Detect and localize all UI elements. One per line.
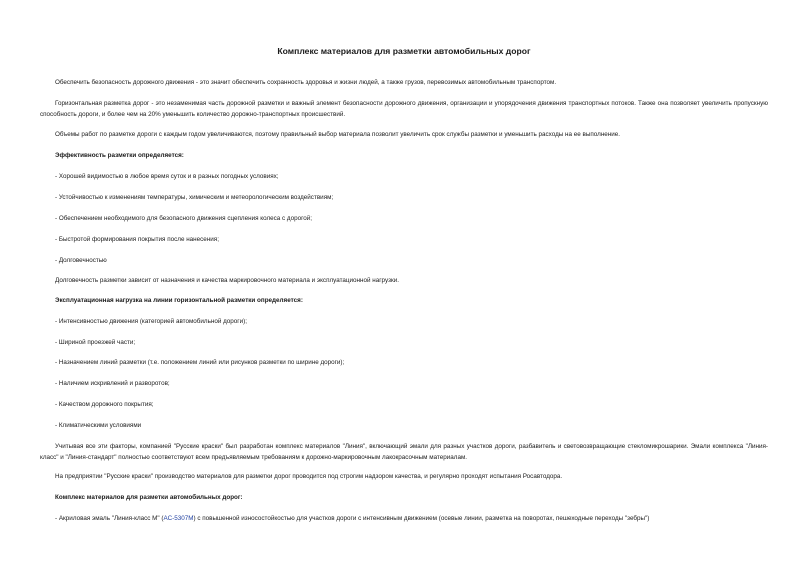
paragraph-work-volume: Объемы работ по разметке дороги с каждым годом увеличиваются, поэтому правильный выбор материала позволит увеличить срок службы разметки и уменьшить расходы на ее выполнение. — [55, 131, 621, 138]
list-item-acrylic-enamel — [55, 513, 768, 524]
heading-load: Эксплуатационная нагрузка на линии горизонтальной разметки определяется: — [55, 297, 303, 304]
list-item: - Шириной проезжей части; — [55, 339, 136, 346]
list-item: - Назначением линий разметки (т.е. положением линий или рисунков разметки по ширине дороги); — [55, 359, 345, 366]
page-title: Комплекс материалов для разметки автомобильных дорог — [277, 46, 531, 56]
list-item: - Устойчивостью к изменениям температуры, химическим и метеорологическим воздействиям; — [55, 194, 334, 201]
item-text-after: ) с повышенной износостойкостью для участков дороги с интенсивным движением (осевые линии, разметка на поворотах, пешеходные переходы "зебры") — [193, 515, 650, 522]
paragraph-liniya-complex: Учитывая все эти факторы, компанией "Русские краски" был разработан комплекс материалов "Линия", включающий эмали для разных участков дороги, разбавитель и световозвращающие стекломикрошарики. Эмали комплекса "Линия-класс" и "Линия-стандарт" полностью соответствуют всем предъявляемым требованиям к дорожно-маркировочным лакокрасочным материалам. — [40, 443, 768, 461]
paragraph-durability: Долговечность разметки зависит от назначения и качества маркировочного материала и эксплуатационной нагрузки. — [55, 277, 400, 284]
list-item: - Климатическими условиями — [55, 422, 142, 429]
heading-complex: Комплекс материалов для разметки автомобильных дорог: — [55, 494, 243, 501]
product-link[interactable]: АС-5307М — [163, 515, 194, 522]
paragraph-safety: Обеспечить безопасность дорожного движения - это значит обеспечить сохранность здоровья и жизни людей, а также грузов, перевозимых автомобильным транспортом. — [55, 79, 557, 86]
paragraph-quality-control: На предприятии "Русские краски" производство материалов для разметки дорог проводится под строгим надзором качества, и регулярно проходят испытания Росавтодора. — [55, 473, 563, 480]
list-item: - Интенсивностью движения (категорией автомобильной дороги); — [55, 318, 247, 325]
paragraph-horizontal-marking: Горизонтальная разметка дорог - это незаменимая часть дорожной разметки и важный элемент безопасности дорожного движения, организации и упорядочения движения транспортных потоков. Также она позволяет увеличить пропускную способность дороги, и более чем на 20% уменьшить количество дорожно-транспортных происшествий. — [40, 100, 768, 118]
list-item: - Качеством дорожного покрытия; — [55, 401, 154, 408]
list-item: - Быстротой формирования покрытия после нанесения; — [55, 236, 219, 243]
list-item: - Хорошей видимостью в любое время суток и в разных погодных условиях; — [55, 173, 279, 180]
list-item: - Долговечностью — [55, 257, 107, 264]
list-item: - Наличием искривлений и разворотов; — [55, 380, 170, 387]
heading-efficiency: Эффективность разметки определяется: — [55, 152, 184, 159]
item-text-before: - Акриловая эмаль "Линия-класс М" ( — [55, 515, 164, 522]
list-item: - Обеспечением необходимого для безопасного движения сцепления колеса с дорогой; — [55, 215, 313, 222]
